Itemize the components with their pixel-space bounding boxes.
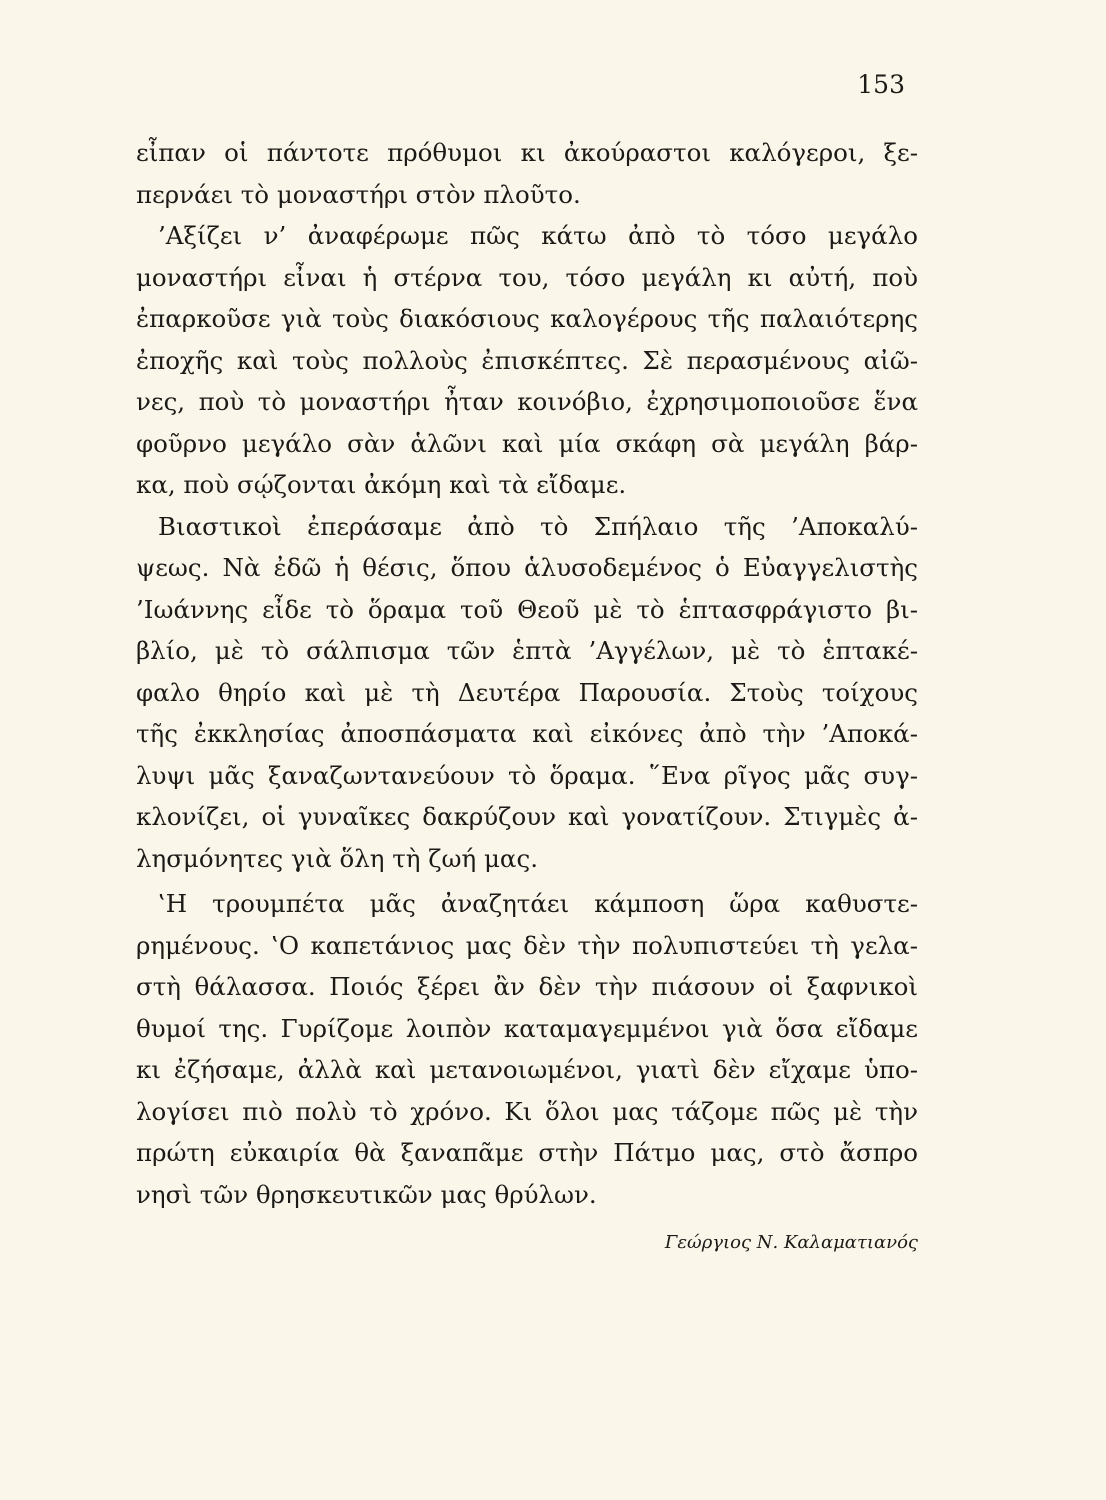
text-line: τῆς ἐκκλησίας ἀποσπάσματα καὶ εἰκόνες ἀπὸ τὴν ’Αποκά- bbox=[136, 719, 918, 748]
text-line: πρώτη εὐκαιρία θὰ ξαναπᾶμε στὴν Πάτμο μας, στὸ ἄσπρο bbox=[136, 1138, 918, 1167]
text-line: λησμόνητες γιὰ ὅλη τὴ ζωή μας. bbox=[136, 843, 538, 873]
text-line: κλονίζει, οἱ γυναῖκες δακρύζουν καὶ γονατίζουν. Στιγμὲς ἀ- bbox=[136, 802, 918, 831]
text-line: νες, ποὺ τὸ μοναστήρι ἦταν κοινόβιο, ἐχρησιμοποιοῦσε ἕνα bbox=[136, 387, 918, 416]
paragraph-block-2 bbox=[136, 883, 918, 1215]
paragraph-block-1 bbox=[136, 132, 918, 879]
text-line: εἶπαν οἱ πάντοτε πρόθυμοι κι ἀκούραστοι καλόγεροι, ξε- bbox=[136, 138, 918, 167]
text-line: ψεως. Νὰ ἐδῶ ἡ θέσις, ὅπου ἁλυσοδεμένος ὁ Εὐαγγελιστὴς bbox=[136, 553, 918, 582]
text-line: περνάει τὸ μοναστήρι στὸν πλοῦτο. bbox=[136, 179, 581, 209]
text-line: ρημένους. ‛Ο καπετάνιος μας δὲν τὴν πολυπιστεύει τὴ γελα- bbox=[136, 930, 918, 960]
text-line: στὴ θάλασσα. Ποιός ξέρει ἂν δὲν τὴν πιάσουν οἱ ξαφνικοὶ bbox=[136, 972, 918, 1001]
text-line: θυμοί της. Γυρίζομε λοιπὸν καταμαγεμμένοι γιὰ ὅσα εἴδαμε bbox=[136, 1013, 918, 1043]
text-line: κα, ποὺ σῴζονται ἀκόμη καὶ τὰ εἴδαμε. bbox=[136, 470, 627, 499]
text-line: ἐποχῆς καὶ τοὺς πολλοὺς ἐπισκέπτες. Σὲ περασμένους αἰῶ- bbox=[136, 345, 918, 375]
text-line: μοναστήρι εἶναι ἡ στέρνα του, τόσο μεγάλη κι αὐτή, ποὺ bbox=[136, 262, 918, 292]
page-number: 153 bbox=[857, 70, 905, 99]
text-line: ἐπαρκοῦσε γιὰ τοὺς διακόσιους καλογέρους τῆς παλαιότερης bbox=[136, 304, 918, 333]
text-line: κι ἐζήσαμε, ἀλλὰ καὶ μετανοιωμένοι, γιατὶ δὲν εἴχαμε ὑπο- bbox=[136, 1055, 918, 1084]
text-line: βλίο, μὲ τὸ σάλπισμα τῶν ἑπτὰ ’Αγγέλων, μὲ τὸ ἑπτακέ- bbox=[136, 636, 918, 665]
text-line: φαλο θηρίο καὶ μὲ τὴ Δευτέρα Παρουσία. Στοὺς τοίχους bbox=[136, 677, 918, 707]
text-line: ’Αξίζει ν’ ἀναφέρωμε πῶς κάτω ἀπὸ τὸ τόσο μεγάλο bbox=[158, 221, 918, 250]
text-line: Βιαστικοὶ ἐπεράσαμε ἀπὸ τὸ Σπήλαιο τῆς ’Αποκαλύ- bbox=[158, 511, 918, 541]
author-signature: Γεώργιος Ν. Καλαματιανός bbox=[664, 1232, 918, 1253]
text-line: ’Ιωάννης εἶδε τὸ ὅραμα τοῦ Θεοῦ μὲ τὸ ἑπτασφράγιστο βι- bbox=[136, 594, 918, 624]
text-line: νησὶ τῶν θρησκευτικῶν μας θρύλων. bbox=[136, 1179, 597, 1209]
text-line: φοῦρνο μεγάλο σὰν ἁλῶνι καὶ μία σκάφη σὰ μεγάλη βάρ- bbox=[136, 428, 918, 458]
text-line: λογίσει πιὸ πολὺ τὸ χρόνο. Κι ὅλοι μας τάζομε πῶς μὲ τὴν bbox=[136, 1096, 918, 1126]
text-line: λυψι μᾶς ξαναζωντανεύουν τὸ ὅραμα. ῞Ενα ρῖγος μᾶς συγ- bbox=[136, 760, 918, 790]
text-line: ‛Η τρουμπέτα μᾶς ἀναζητάει κάμποση ὥρα καθυστε- bbox=[158, 889, 918, 918]
